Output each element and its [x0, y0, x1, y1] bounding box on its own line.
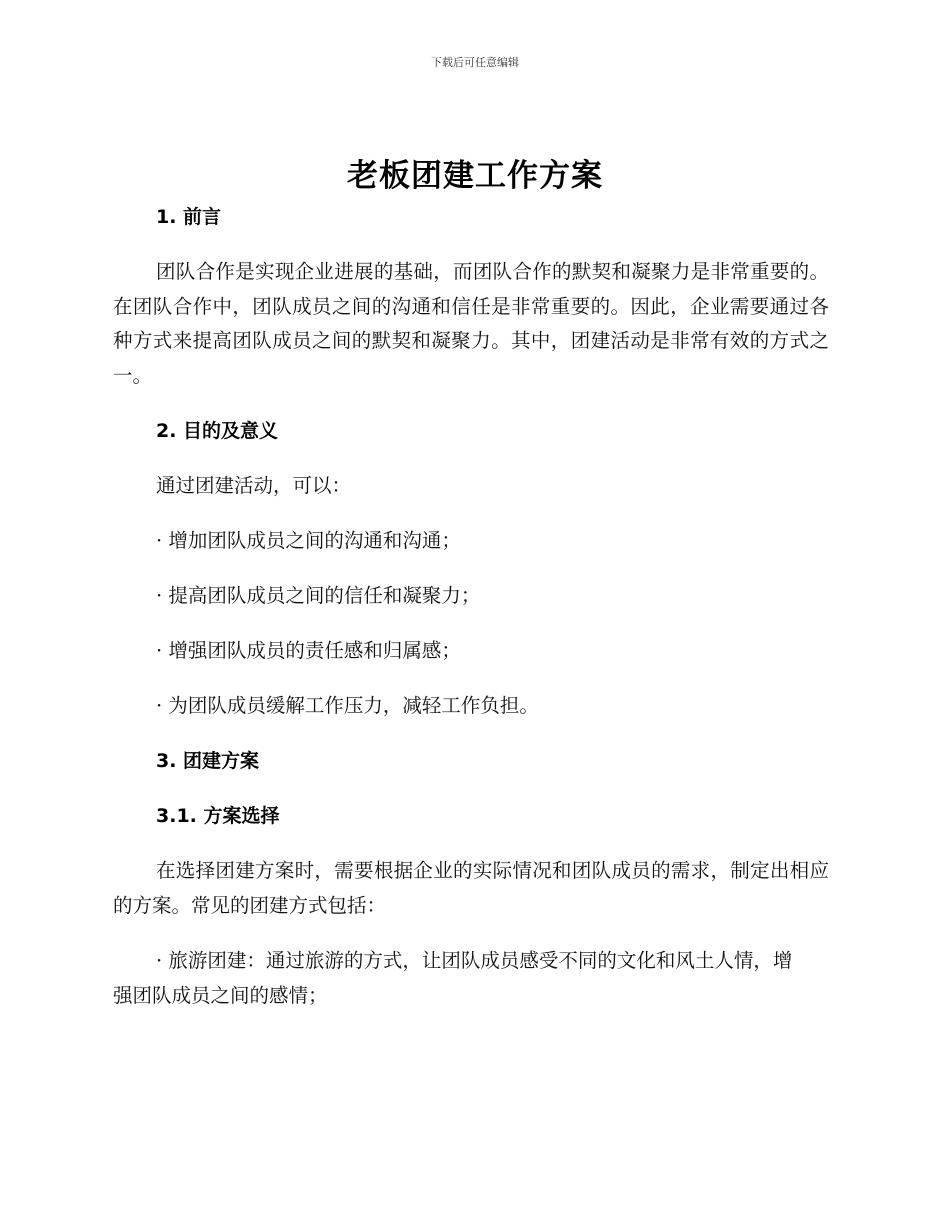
purpose-bullet: · 增强团队成员的责任感和归属感；	[156, 639, 461, 662]
section-heading-purpose: 2. 目的及意义	[156, 420, 279, 442]
section-heading-preface: 1. 前言	[156, 206, 222, 228]
header-note: 下载后可任意编辑	[431, 56, 519, 69]
purpose-bullet: · 为团队成员缓解工作压力，减轻工作负担。	[156, 694, 539, 717]
purpose-bullet: · 提高团队成员之间的信任和凝聚力；	[156, 584, 481, 607]
plan-choice-bullet: · 旅游团建：通过旅游的方式，让团队成员感受不同的文化和风土人情，增强团队成员之间的感情；	[113, 949, 793, 1007]
document-title: 老板团建工作方案	[347, 158, 603, 194]
section-heading-plan: 3. 团建方案	[156, 750, 260, 772]
section-heading-plan-choice: 3.1. 方案选择	[156, 805, 280, 827]
purpose-intro: 通过团建活动，可以：	[156, 474, 352, 497]
purpose-bullet: · 增加团队成员之间的沟通和沟通；	[156, 529, 461, 552]
plan-choice-paragraph: 在选择团建方案时，需要根据企业的实际情况和团队成员的需求，制定出相应的方案。常见的团建方式包括：	[113, 859, 829, 917]
preface-paragraph: 团队合作是实现企业进展的基础，而团队合作的默契和凝聚力是非常重要的。在团队合作中，团队成员之间的沟通和信任是非常重要的。因此，企业需要通过各种方式来提高团队成员之间的默契和凝聚力。其中，团建活动是非常有效的方式之一。	[113, 260, 829, 387]
document-body	[113, 200, 829, 1013]
